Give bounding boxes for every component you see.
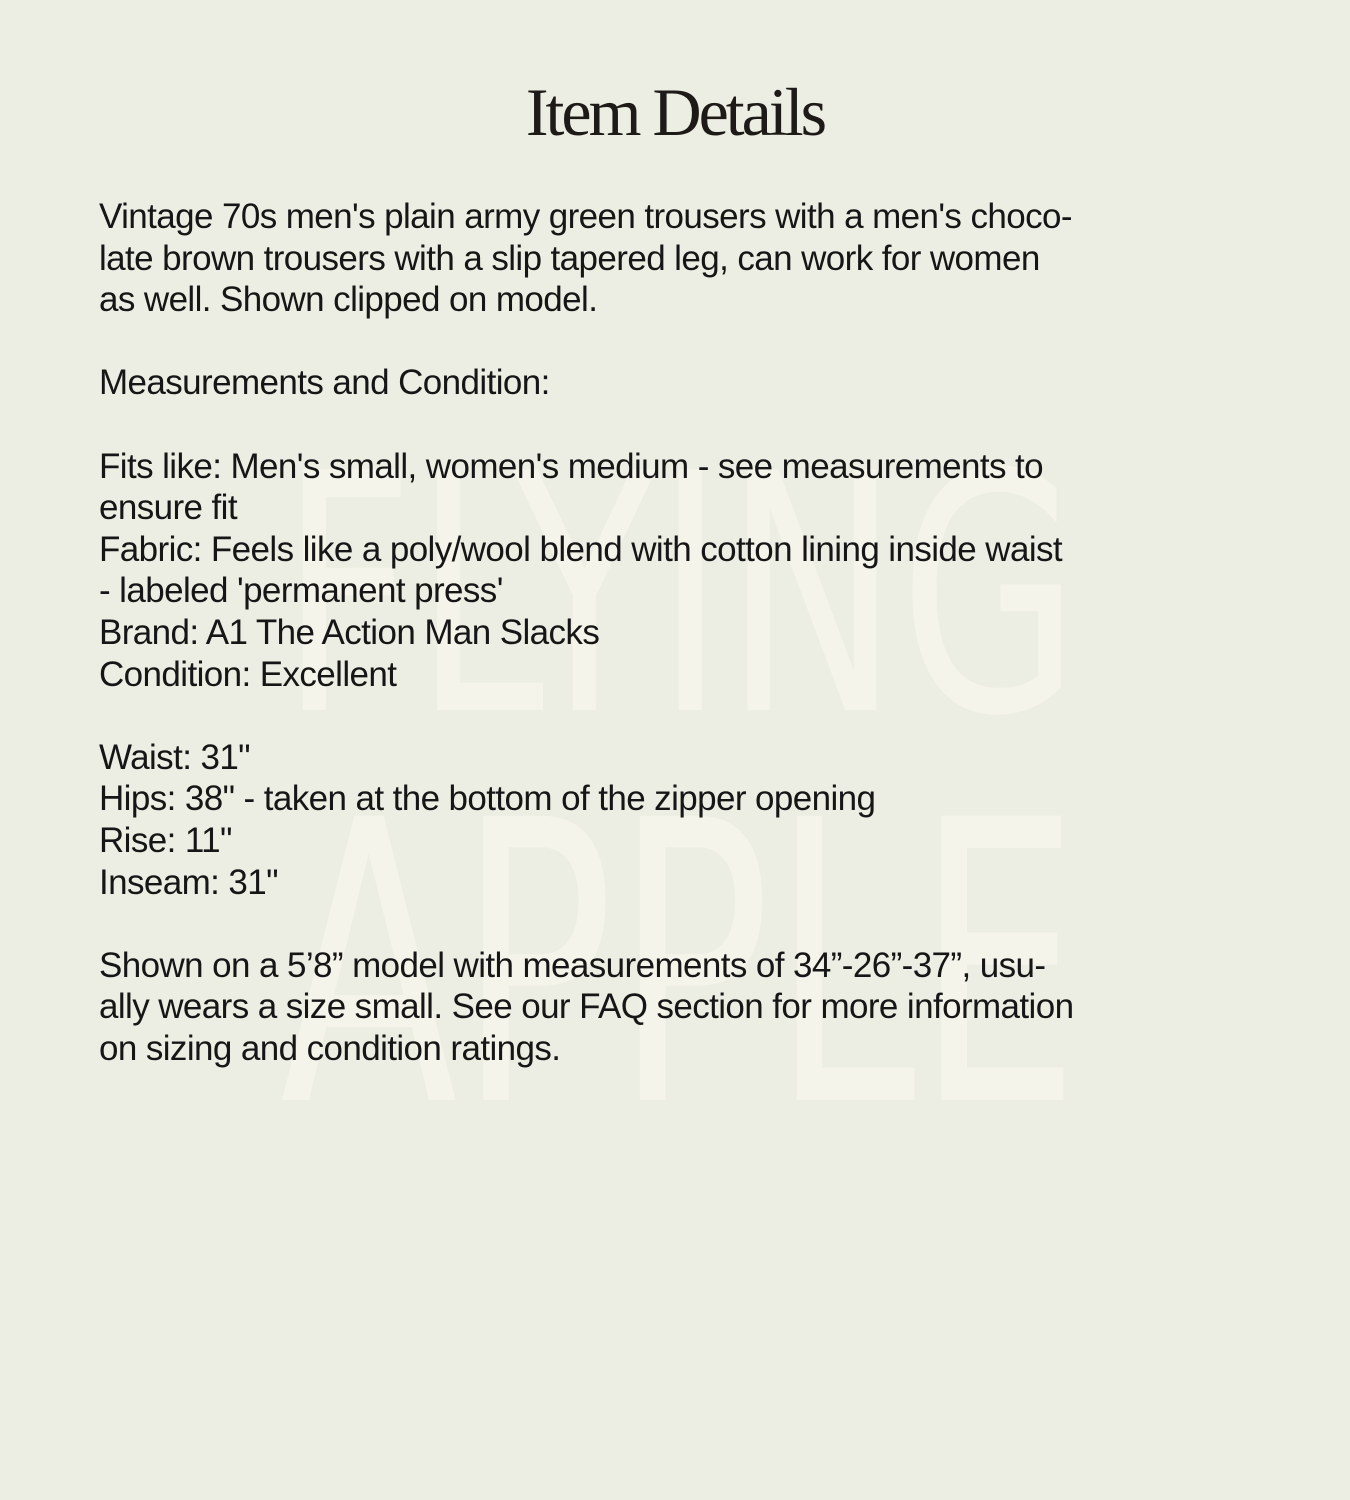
measurement-hips: Hips: 38" - taken at the bottom of the zipper opening [99, 779, 876, 819]
measurement-rise: Rise: 11" [99, 820, 232, 860]
detail-condition: Condition: Excellent [99, 654, 397, 694]
measurements-heading [99, 362, 1259, 404]
model-note-line: ally wears a size small. See our FAQ section for more information [99, 987, 1074, 1027]
description-line: Vintage 70s men's plain army green trousers with a men's choco- [99, 197, 1072, 236]
page-title: Item Details [525, 74, 825, 150]
measurement-inseam: Inseam: 31" [99, 862, 278, 902]
measurements-paragraph [99, 737, 1259, 903]
item-description-body [99, 196, 1259, 1111]
detail-fabric-cont: - labeled 'permanent press' [99, 571, 503, 611]
model-note-line: on sizing and condition ratings. [99, 1028, 561, 1068]
description-paragraph [99, 196, 1259, 321]
detail-fits-like-cont: ensure fit [99, 488, 237, 528]
description-line: late brown trousers with a slip tapered leg, can work for women [99, 238, 1040, 278]
watermark-word-apple: APPLE [280, 738, 1080, 1140]
detail-brand: Brand: A1 The Action Man Slacks [99, 612, 600, 652]
details-paragraph [99, 446, 1259, 696]
watermark-word-flying: FLYING [280, 404, 1080, 788]
detail-fabric: Fabric: Feels like a poly/wool blend with cotton lining inside waist [99, 529, 1063, 569]
section-heading: Measurements and Condition: [99, 363, 550, 403]
description-line: as well. Shown clipped on model. [99, 280, 598, 320]
model-note-paragraph [99, 945, 1259, 1070]
model-note-line: Shown on a 5’8” model with measurements of 34”-26”-37”, usu- [99, 945, 1046, 985]
detail-fits-like: Fits like: Men's small, women's medium - see measurements to [99, 446, 1044, 486]
measurement-waist: Waist: 31" [99, 737, 251, 777]
